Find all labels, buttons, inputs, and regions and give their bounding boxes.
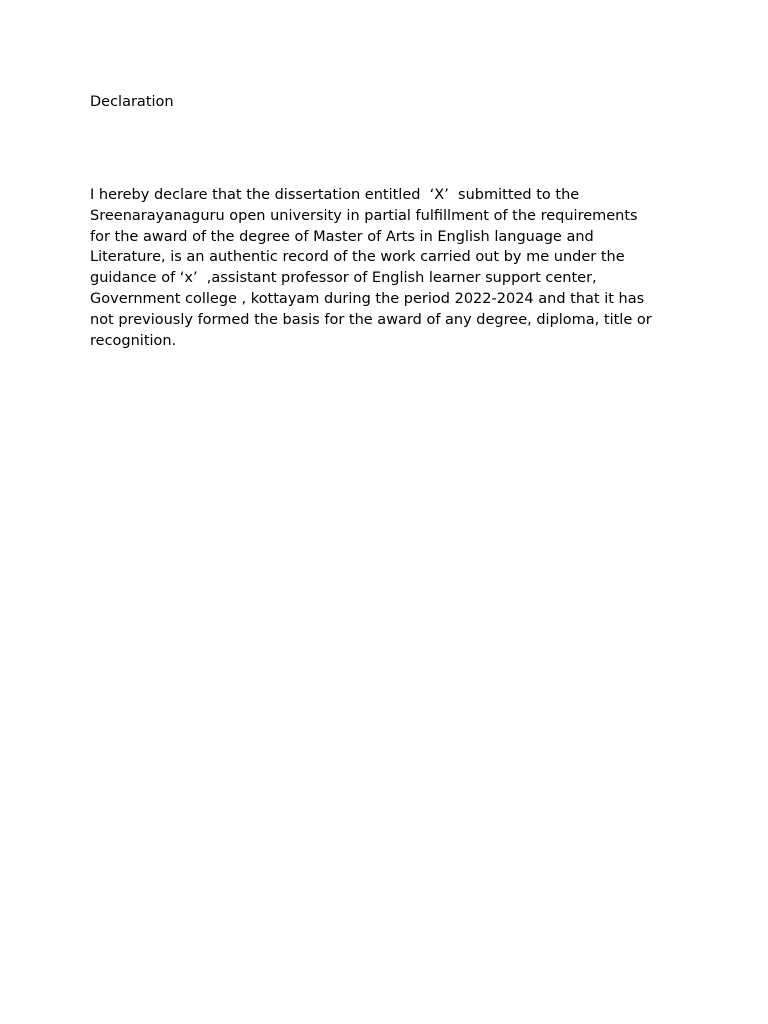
paragraph-line-6: Government college , kottayam during the period 2022-2024 and that it has	[90, 290, 645, 307]
paragraph-line-8: recognition.	[90, 332, 177, 349]
paragraph-line-5: guidance of ‘x’ ,assistant professor of English learner support center,	[90, 270, 597, 287]
document-heading: Declaration	[90, 94, 174, 110]
declaration-paragraph	[90, 185, 690, 351]
paragraph-line-7: not previously formed the basis for the award of any degree, diploma, title or	[90, 311, 652, 328]
paragraph-line-3: for the award of the degree of Master of Arts in English language and	[90, 228, 594, 245]
paragraph-line-4: Literature, is an authentic record of the work carried out by me under the	[90, 249, 625, 266]
paragraph-line-2: Sreenarayanaguru open university in partial fulfillment of the requirements	[90, 207, 638, 224]
paragraph-line-1: I hereby declare that the dissertation entitled ‘X’ submitted to the	[90, 187, 580, 203]
